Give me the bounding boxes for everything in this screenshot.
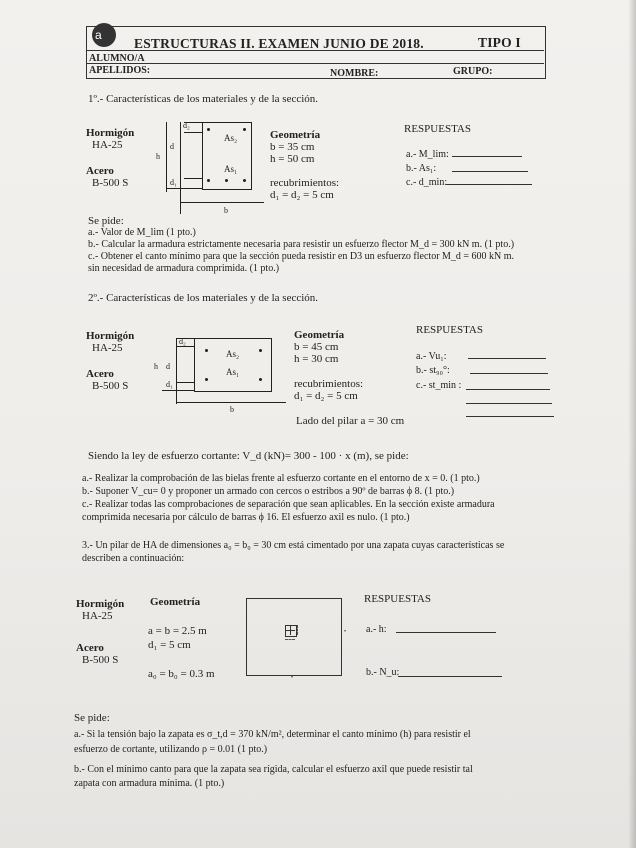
p2-resp-b-line[interactable] bbox=[470, 373, 548, 374]
p1-geometria-label: Geometría bbox=[270, 129, 321, 141]
p3-resp-a: a.- h: bbox=[366, 624, 387, 635]
p1-fig-b-label: b bbox=[224, 206, 228, 215]
p1-fig-as1-label: As₁ bbox=[224, 164, 238, 174]
p2-resp-c: c.- st_min : bbox=[416, 380, 462, 391]
p3-acero-label: Acero bbox=[76, 642, 104, 654]
p1-fig-as2-label: As₂ bbox=[224, 133, 238, 143]
p3-ab-value: a = b = 2.5 m bbox=[148, 625, 207, 637]
p1-respuestas-label: RESPUESTAS bbox=[404, 123, 471, 135]
p1-question-b: b.- Calcular la armadura estrictamente necesaria para resistir un esfuerzo flector M_d = 300 kN m. (1 pto.) bbox=[88, 239, 515, 250]
p2-question-c-line2: comprimida necesaria por cálculo de barras ϕ 16. El esfuerzo axil es nulo. (1 pto.) bbox=[82, 512, 410, 523]
p1-acero-label: Acero bbox=[86, 165, 114, 177]
rebar-dot bbox=[225, 179, 228, 182]
rebar-dot bbox=[205, 349, 208, 352]
p3-se-pide: Se pide: bbox=[74, 712, 110, 724]
p2-fig-as2-label: As₂ bbox=[226, 349, 240, 359]
p1-fig-h-label: h bbox=[156, 152, 160, 161]
p3-pilar-square bbox=[285, 625, 297, 637]
rebar-dot bbox=[205, 378, 208, 381]
p3-question-a-line2: esfuerzo de cortante, utilizando ρ = 0.01 (1 pto.) bbox=[74, 744, 268, 755]
p2-resp-extra-line[interactable] bbox=[466, 403, 552, 404]
p2-fig-d2-label: d₂ bbox=[179, 337, 186, 346]
p2-hormigon-label: Hormigón bbox=[86, 330, 135, 342]
exam-title: ESTRUCTURAS II. EXAMEN JUNIO DE 2018. bbox=[134, 36, 424, 51]
p3-heading-line2: describen a continuación: bbox=[82, 553, 185, 564]
p2-d-value: d₁ = d₂ = 5 cm bbox=[294, 390, 358, 402]
p3-question-b-line2: zapata con armadura mínima. (1 pto.) bbox=[74, 778, 225, 789]
p1-section-figure bbox=[150, 118, 260, 218]
p1-question-c-line2: sin necesidad de armadura comprimida. (1 pto.) bbox=[88, 263, 280, 274]
p2-lado-pilar: Lado del pilar a = 30 cm bbox=[296, 415, 405, 427]
p2-h-value: h = 30 cm bbox=[294, 353, 339, 365]
p3-zapata-figure: • • bbox=[246, 598, 342, 676]
p1-resp-b: b.- As₁: bbox=[406, 163, 437, 174]
nombre-label: NOMBRE: bbox=[330, 68, 379, 79]
rebar-dot bbox=[259, 378, 262, 381]
p1-h-value: h = 50 cm bbox=[270, 153, 315, 165]
p2-question-b: b.- Suponer V_cu= 0 y proponer un armado con cercos o estribos a 90º de barras ϕ 8. (1 pto.) bbox=[82, 486, 455, 497]
p2-resp-c-line[interactable] bbox=[466, 389, 550, 390]
rebar-dot bbox=[207, 128, 210, 131]
p2-heading: 2º.- Características de los materiales y de la sección. bbox=[88, 292, 319, 304]
p1-resp-a-line[interactable] bbox=[452, 156, 522, 157]
p3-resp-a-line[interactable] bbox=[396, 632, 496, 633]
p3-hormigon-label: Hormigón bbox=[76, 598, 125, 610]
apellidos-label: APELLIDOS: bbox=[89, 65, 151, 76]
p2-resp-b: b.- st₉₀°: bbox=[416, 365, 450, 376]
p2-acero-value: B-500 S bbox=[92, 380, 129, 392]
p2-geometria-label: Geometría bbox=[294, 329, 345, 341]
p2-fig-as1-label: As₁ bbox=[226, 367, 240, 377]
p2-recubrimientos-label: recubrimientos: bbox=[294, 378, 364, 390]
p1-se-pide: Se pide: bbox=[88, 215, 124, 227]
p2-fig-d1-label: d₁ bbox=[166, 380, 173, 389]
p3-acero-value: B-500 S bbox=[82, 654, 119, 666]
p2-fig-b-label: b bbox=[230, 405, 234, 414]
exam-type: TIPO I bbox=[478, 35, 521, 50]
p1-b-value: b = 35 cm bbox=[270, 141, 315, 153]
grupo-label: GRUPO: bbox=[453, 66, 493, 77]
p1-question-a: a.- Valor de M_lim (1 pto.) bbox=[88, 227, 196, 238]
p2-resp-a-line[interactable] bbox=[468, 358, 546, 359]
page-edge-shadow bbox=[628, 0, 636, 848]
p1-fig-d1-label: d₁ bbox=[170, 178, 177, 187]
p3-respuestas-label: RESPUESTAS bbox=[364, 593, 431, 605]
p3-heading-line1: 3.- Un pilar de HA de dimensiones a₀ = b₀ = 30 cm está cimentado por una zapata cuyas características se bbox=[82, 540, 505, 551]
p1-fig-d2-label: d₂ bbox=[183, 121, 190, 130]
p1-hormigon-label: Hormigón bbox=[86, 127, 135, 139]
p3-geometria-label: Geometría bbox=[150, 596, 201, 608]
p1-hormigon-value: HA-25 bbox=[92, 139, 123, 151]
p3-hormigon-value: HA-25 bbox=[82, 610, 113, 622]
p1-d-value: d₁ = d₂ = 5 cm bbox=[270, 189, 334, 201]
p2-acero-label: Acero bbox=[86, 368, 114, 380]
rebar-dot bbox=[207, 179, 210, 182]
rebar-dot bbox=[259, 349, 262, 352]
p3-question-a-line1: a.- Si la tensión bajo la zapata es σ_t,d = 370 kN/m², determinar el canto mínimo (h) para resistir el bbox=[74, 729, 471, 740]
p2-resp-a: a.- Vu₁: bbox=[416, 351, 447, 362]
p2-ley-cortante: Siendo la ley de esfuerzo cortante: V_d (kN)= 300 - 100 · x (m), se pide: bbox=[88, 450, 409, 462]
p2-section-rect bbox=[194, 338, 272, 392]
p3-a0-value: a₀ = b₀ = 0.3 m bbox=[148, 668, 215, 680]
p2-question-c-line1: c.- Realizar todas las comprobaciones de separación que sean aplicables. En la sección existe armadura bbox=[82, 499, 495, 510]
p3-resp-b: b.- N_u: bbox=[366, 667, 400, 678]
p1-resp-c-line[interactable] bbox=[446, 184, 532, 185]
p1-resp-a: a.- M_lim: bbox=[406, 149, 449, 160]
header-divider bbox=[86, 63, 544, 64]
p2-hormigon-value: HA-25 bbox=[92, 342, 123, 354]
p1-fig-d-label: d bbox=[170, 142, 174, 151]
p2-b-value: b = 45 cm bbox=[294, 341, 339, 353]
p1-resp-c: c.- d_min: bbox=[406, 177, 448, 188]
p1-resp-b-line[interactable] bbox=[452, 171, 528, 172]
p1-recubrimientos-label: recubrimientos: bbox=[270, 177, 340, 189]
rebar-dot bbox=[243, 128, 246, 131]
p3-question-b-line1: b.- Con el mínimo canto para que la zapata sea rígida, calcular el esfuerzo axil que puede resistir tal bbox=[74, 764, 473, 775]
p2-resp-extra-line[interactable] bbox=[466, 416, 554, 417]
alumno-label: ALUMNO/A bbox=[89, 53, 145, 64]
exam-badge: a bbox=[92, 23, 116, 47]
p2-fig-h-label: h bbox=[154, 362, 158, 371]
p2-question-a: a.- Realizar la comprobación de las bielas frente al esfuerzo cortante en el entorno de x = 0. (1 pto.) bbox=[82, 473, 480, 484]
p2-fig-d-label: d bbox=[166, 362, 170, 371]
p2-section-figure bbox=[150, 332, 280, 414]
p1-question-c-line1: c.- Obtener el canto mínimo para que la sección pueda resistir en D3 un esfuerzo flector M_d = 600 kN m. bbox=[88, 251, 515, 262]
p2-respuestas-label: RESPUESTAS bbox=[416, 324, 483, 336]
p3-d-value: d₁ = 5 cm bbox=[148, 639, 191, 651]
p1-acero-value: B-500 S bbox=[92, 177, 129, 189]
p3-resp-b-line[interactable] bbox=[398, 676, 502, 677]
p1-heading: 1º.- Características de los materiales y de la sección. bbox=[88, 93, 319, 105]
rebar-dot bbox=[243, 179, 246, 182]
